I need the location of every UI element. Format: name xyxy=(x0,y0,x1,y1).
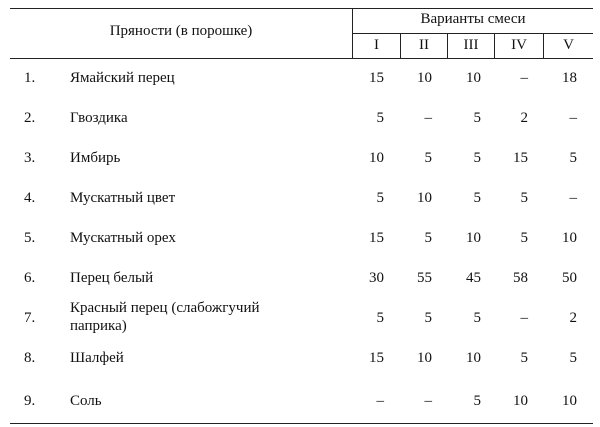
spice-name: Мускатный орех xyxy=(70,230,176,246)
spice-name-line-2: паприка) xyxy=(70,318,127,334)
value-variant-3: 5 xyxy=(473,150,481,166)
row-number: 5. xyxy=(24,230,36,246)
row-number: 2. xyxy=(24,110,36,126)
spices-header: Пряности (в порошке) xyxy=(109,23,253,39)
spice-name: Ямайский перец xyxy=(70,70,175,86)
value-variant-2: 5 xyxy=(424,230,432,246)
spice-name: Перец белый xyxy=(70,270,154,286)
value-variant-1: 5 xyxy=(376,190,384,206)
table-top-rule xyxy=(10,8,593,9)
value-variant-5: 2 xyxy=(569,310,577,326)
value-variant-3: 10 xyxy=(466,70,481,86)
row-number: 4. xyxy=(24,190,36,206)
value-variant-1: – xyxy=(376,393,384,409)
value-variant-3: 5 xyxy=(473,310,481,326)
spice-name-line-1: Красный перец (слабожгучий xyxy=(70,300,260,316)
variant-header-1: I xyxy=(374,37,379,53)
value-variant-2: 10 xyxy=(417,70,432,86)
variant-header-4: IV xyxy=(511,37,527,53)
spice-name: Соль xyxy=(70,393,102,409)
variant-header-3: III xyxy=(463,37,479,53)
row-number: 8. xyxy=(24,350,36,366)
value-variant-1: 30 xyxy=(369,270,384,286)
row-number: 7. xyxy=(24,310,36,326)
value-variant-5: 18 xyxy=(562,70,577,86)
value-variant-4: 5 xyxy=(520,190,528,206)
table-bottom-rule xyxy=(10,423,593,424)
value-variant-4: 5 xyxy=(520,230,528,246)
value-variant-3: 5 xyxy=(473,110,481,126)
spice-name: Гвоздика xyxy=(70,110,128,126)
value-variant-5: – xyxy=(569,190,577,206)
value-variant-3: 10 xyxy=(466,350,481,366)
value-variant-1: 5 xyxy=(376,310,384,326)
value-variant-2: – xyxy=(424,393,432,409)
value-variant-5: 5 xyxy=(569,350,577,366)
row-number: 6. xyxy=(24,270,36,286)
value-variant-3: 5 xyxy=(473,393,481,409)
value-variant-3: 45 xyxy=(466,270,481,286)
row-number: 3. xyxy=(24,150,36,166)
row-number: 1. xyxy=(24,70,36,86)
value-variant-2: 5 xyxy=(424,150,432,166)
value-variant-4: – xyxy=(520,310,528,326)
value-variant-4: 2 xyxy=(520,110,528,126)
value-variant-5: 50 xyxy=(562,270,577,286)
value-variant-5: – xyxy=(569,110,577,126)
value-variant-3: 10 xyxy=(466,230,481,246)
row-number: 9. xyxy=(24,393,36,409)
header-bottom-rule xyxy=(10,58,593,59)
value-variant-5: 10 xyxy=(562,393,577,409)
value-variant-2: 10 xyxy=(417,190,432,206)
value-variant-1: 15 xyxy=(369,230,384,246)
value-variant-5: 10 xyxy=(562,230,577,246)
variant-header-2: II xyxy=(419,37,429,53)
value-variant-4: 15 xyxy=(513,150,528,166)
value-variant-4: 58 xyxy=(513,270,528,286)
variant-header-5: V xyxy=(563,37,574,53)
value-variant-4: 5 xyxy=(520,350,528,366)
variants-header: Варианты смеси xyxy=(420,11,526,27)
value-variant-4: 10 xyxy=(513,393,528,409)
value-variant-2: – xyxy=(424,110,432,126)
variants-sub-rule xyxy=(353,33,593,34)
value-variant-2: 10 xyxy=(417,350,432,366)
value-variant-1: 15 xyxy=(369,70,384,86)
value-variant-2: 5 xyxy=(424,310,432,326)
spice-name: Имбирь xyxy=(70,150,121,166)
value-variant-2: 55 xyxy=(417,270,432,286)
spice-name: Мускатный цвет xyxy=(70,190,176,206)
value-variant-1: 5 xyxy=(376,110,384,126)
value-variant-1: 15 xyxy=(369,350,384,366)
value-variant-4: – xyxy=(520,70,528,86)
value-variant-3: 5 xyxy=(473,190,481,206)
spice-name: Шалфей xyxy=(70,350,124,366)
value-variant-5: 5 xyxy=(569,150,577,166)
value-variant-1: 10 xyxy=(369,150,384,166)
